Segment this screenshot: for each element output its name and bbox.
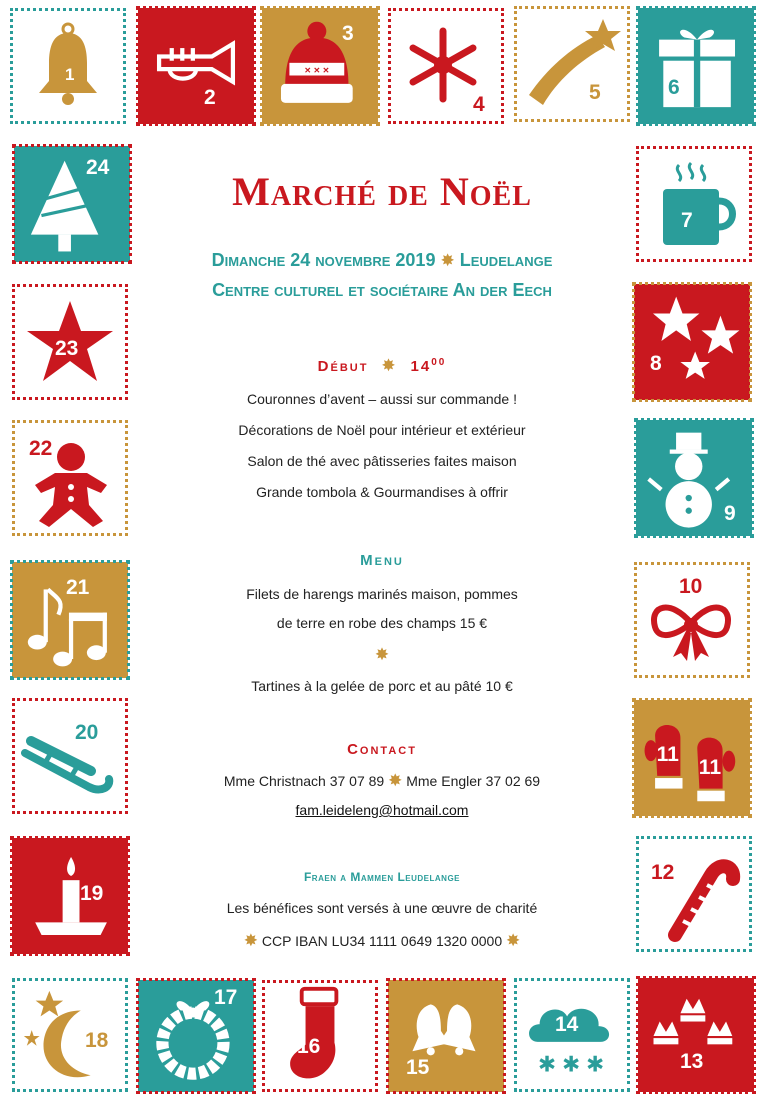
menu-line: Tartines à la gelée de porc et au pâté 10 €	[251, 678, 513, 694]
calendar-tile-24	[14, 146, 130, 262]
tile-number: 18	[85, 1029, 109, 1052]
calendar-tile-11	[634, 700, 750, 816]
org-name: Fraen a Mammen Leudelange	[303, 870, 461, 884]
tile-number: 4	[473, 93, 485, 116]
tile-number: 15	[406, 1056, 430, 1079]
mug-icon	[639, 149, 749, 259]
iban-text: CCP IBAN LU34 1111 0649 1320 0000	[261, 933, 503, 949]
contact-heading: Contact	[347, 741, 417, 758]
contact-email-link[interactable]: fam.leideleng@hotmail.com	[295, 802, 469, 818]
tile-number: 2	[204, 86, 216, 109]
calendar-tile-23	[12, 284, 128, 400]
tile-number: 24	[86, 156, 110, 179]
gift-icon	[638, 8, 754, 124]
contact-person-1: Mme Christnach 37 07 89	[223, 773, 385, 789]
event-place: Leudelange	[459, 250, 553, 270]
star-icon: ✸	[506, 931, 521, 950]
calendar-tile-18	[12, 978, 128, 1092]
sled-icon	[15, 701, 125, 811]
item-line: Grande tombola & Gourmandises à offrir	[256, 484, 508, 500]
page-title	[140, 168, 624, 215]
tile-number: 11	[656, 743, 679, 767]
trumpet-icon	[138, 8, 254, 124]
debut-label: Début	[317, 358, 369, 375]
menu-line: de terre en robe des champs 15 €	[276, 615, 488, 631]
candle-icon	[12, 838, 128, 954]
debut-time-minutes: 00	[431, 357, 447, 368]
calendar-tile-17	[138, 980, 254, 1092]
star-icon: ✸	[440, 251, 455, 270]
star-icon: ✸	[243, 931, 258, 950]
shooting-star-icon	[517, 9, 627, 119]
tile-number: 5	[589, 81, 601, 104]
calendar-tile-1	[10, 8, 126, 124]
calendar-tile-19	[12, 838, 128, 954]
item-line: Couronnes d’avent – aussi sur commande !	[246, 391, 518, 407]
calendar-tile-6	[638, 8, 754, 124]
debut-heading	[140, 356, 624, 376]
item-line: Décorations de Noël pour intérieur et extérieur	[238, 422, 526, 438]
tile-number: 3	[342, 22, 354, 45]
contact-email-row	[140, 802, 624, 818]
calendar-tile-10	[634, 562, 750, 678]
star-icon: ✸	[374, 645, 390, 664]
tile-number: 9	[724, 502, 736, 525]
svg-text:✱ ✱ ✱: ✱ ✱ ✱	[537, 1051, 605, 1077]
calendar-tile-16	[262, 980, 378, 1092]
calendar-tile-2	[138, 8, 254, 124]
star-icon: ✸	[374, 356, 405, 375]
tile-number: 10	[679, 575, 703, 598]
menu-line: Filets de harengs marinés maison, pommes	[246, 586, 518, 602]
star-icon: ✸	[388, 771, 403, 790]
calendar-tile-7	[636, 146, 752, 262]
item-line: Salon de thé avec pâtisseries faites maison	[247, 453, 517, 469]
calendar-tile-3	[262, 8, 378, 124]
calendar-tile-21	[12, 562, 128, 678]
tile-number: 17	[214, 986, 238, 1009]
calendar-tile-15	[388, 980, 504, 1092]
event-date: Dimanche 24 novembre 2019	[211, 250, 436, 270]
calendar-tile-9	[636, 420, 752, 536]
tile-number: 23	[55, 337, 79, 360]
moon-icon	[15, 981, 125, 1089]
calendar-tile-13	[638, 978, 754, 1092]
mittens-icon	[634, 700, 750, 816]
tile-number: 1	[65, 65, 75, 84]
debut-time: 14	[410, 358, 432, 375]
tile-number: 8	[650, 352, 662, 375]
stars-icon	[634, 284, 750, 400]
calendar-tile-22	[12, 420, 128, 536]
charity-line: Les bénéfices sont versés à une œuvre de charité	[226, 900, 538, 916]
tile-number: 21	[66, 576, 90, 599]
date-line	[140, 250, 624, 271]
tile-number: 20	[75, 721, 99, 744]
svg-text:× × ×: × × ×	[304, 64, 329, 77]
tile-number: 12	[651, 861, 675, 884]
contact-person-2: Mme Engler 37 02 69	[406, 773, 541, 789]
menu-heading: Menu	[360, 552, 404, 569]
calendar-tile-12	[636, 836, 752, 952]
title-text: Marché de Noël	[232, 169, 532, 214]
tile-number: 11	[698, 755, 722, 779]
contact-line	[140, 771, 624, 791]
tile-number: 19	[80, 882, 104, 905]
tile-number: 13	[680, 1050, 704, 1073]
tile-number: 6	[668, 76, 680, 99]
calendar-tile-8	[634, 284, 750, 400]
tile-number: 16	[297, 1035, 321, 1058]
tile-number: 22	[29, 437, 53, 460]
tile-number: 14	[555, 1013, 579, 1036]
iban-line	[140, 931, 624, 951]
candy-cane-icon	[639, 839, 749, 949]
crowns-icon	[638, 978, 754, 1092]
venue-line: Centre culturel et sociétaire An der Eech	[212, 280, 552, 300]
calendar-tile-14	[514, 978, 630, 1092]
tile-number: 7	[681, 209, 693, 232]
calendar-tile-4	[388, 8, 504, 124]
winter-hat-icon	[262, 8, 378, 124]
calendar-tile-20	[12, 698, 128, 814]
calendar-tile-5	[514, 6, 630, 122]
christmas-tree-icon	[14, 146, 130, 262]
